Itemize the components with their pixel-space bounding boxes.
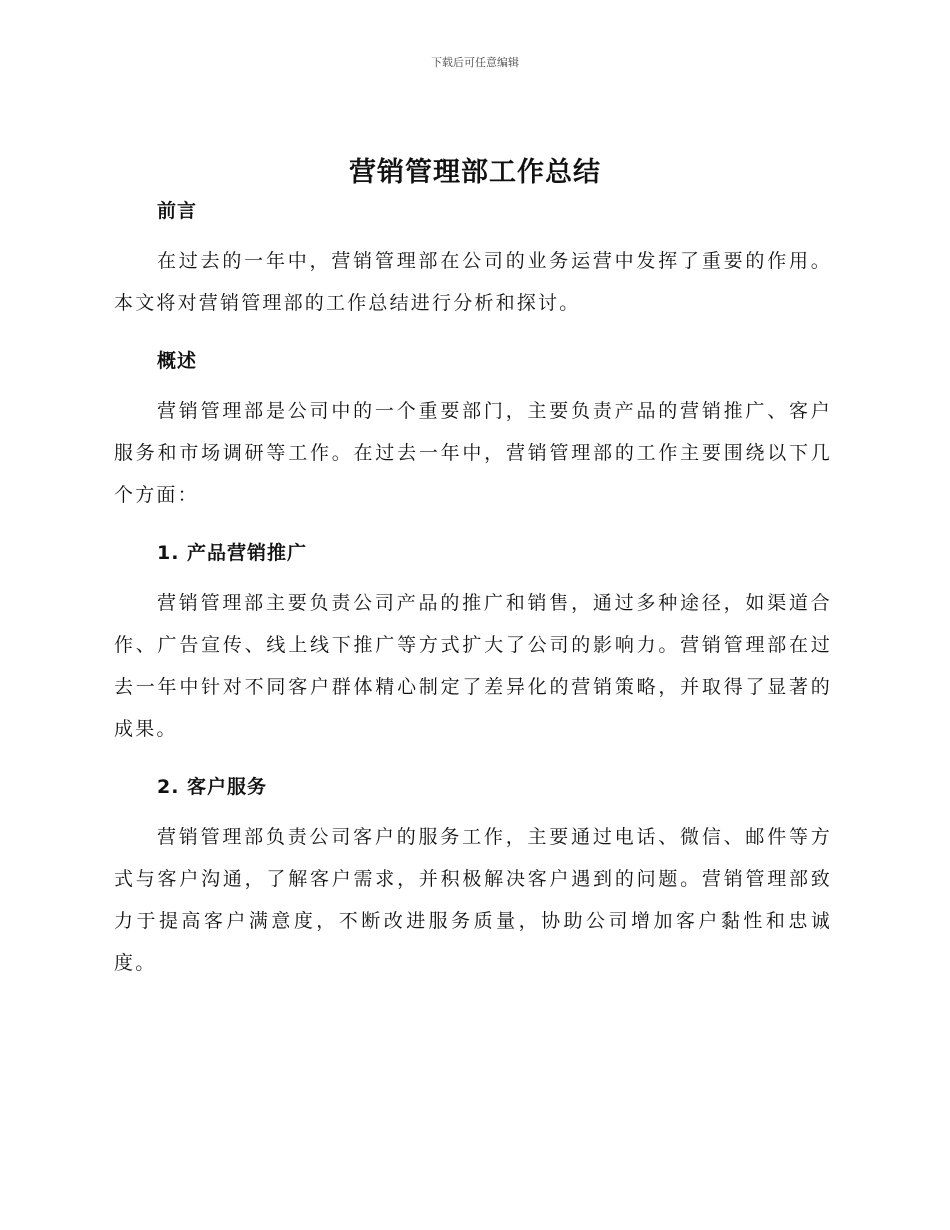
document-title: 营销管理部工作总结 [349, 157, 601, 188]
section-paragraph: 在过去的一年中，营销管理部在公司的业务运营中发挥了重要的作用。本文将对营销管理部的工作总结进行分析和探讨。 [114, 250, 832, 314]
section-overview [114, 342, 832, 534]
section-heading: 概述 [157, 350, 198, 372]
section-heading: 1. 产品营销推广 [157, 542, 308, 564]
header-note: 下载后可任意编辑 [431, 56, 519, 69]
section-paragraph: 营销管理部是公司中的一个重要部门，主要负责产品的营销推广、客户服务和市场调研等工作。在过去一年中，营销管理部的工作主要围绕以下几个方面： [114, 400, 832, 506]
document-body [114, 192, 832, 984]
section-heading: 2. 客户服务 [157, 776, 268, 798]
section-paragraph: 营销管理部负责公司客户的服务工作，主要通过电话、微信、邮件等方式与客户沟通，了解客户需求，并积极解决客户遇到的问题。营销管理部致力于提高客户满意度，不断改进服务质量，协助公司增加客户黏性和忠诚度。 [114, 826, 832, 974]
section-product-marketing [114, 534, 832, 768]
section-preface [114, 192, 832, 342]
section-paragraph: 营销管理部主要负责公司产品的推广和销售，通过多种途径，如渠道合作、广告宣传、线上线下推广等方式扩大了公司的影响力。营销管理部在过去一年中针对不同客户群体精心制定了差异化的营销策略，并取得了显著的成果。 [114, 592, 832, 740]
section-heading: 前言 [157, 200, 198, 222]
section-customer-service [114, 768, 832, 984]
